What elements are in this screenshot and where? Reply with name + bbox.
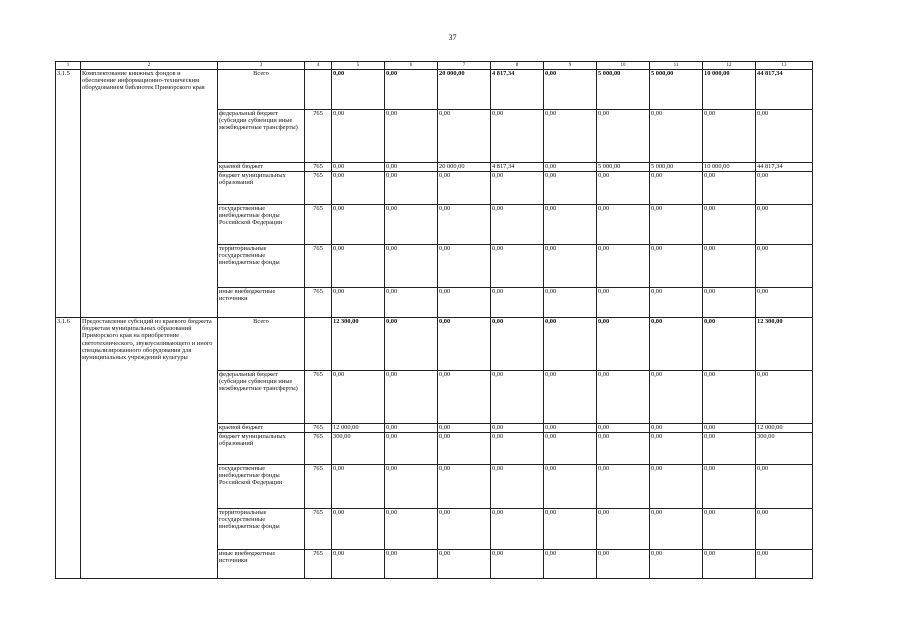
year-value: 0,00 <box>650 509 703 550</box>
year-value: 0,00 <box>703 550 756 579</box>
year-value: 0,00 <box>332 371 385 424</box>
grbs-code: 765 <box>305 433 332 465</box>
row-sum-value: 0,00 <box>756 509 813 550</box>
year-value: 0,00 <box>332 172 385 205</box>
page-number: 37 <box>448 33 457 42</box>
item-name: Комплектование книжных фондов и обеспечение информационно-техническим оборудованием библиотек Приморского края <box>81 70 218 318</box>
year-value: 0,00 <box>438 172 491 205</box>
row-sum-value: 44 817,34 <box>756 70 813 110</box>
year-value: 0,00 <box>438 424 491 433</box>
year-value: 0,00 <box>491 245 544 288</box>
year-value: 0,00 <box>650 371 703 424</box>
year-value: 20 000,00 <box>438 70 491 110</box>
funding-source: федеральный бюджет (субсидии субвенции иные межбюджетные трансферты) <box>218 371 305 424</box>
year-value: 0,00 <box>438 371 491 424</box>
year-value: 0,00 <box>438 205 491 245</box>
item-total-row <box>56 70 813 110</box>
year-value: 0,00 <box>703 172 756 205</box>
year-value: 0,00 <box>703 465 756 509</box>
year-value: 0,00 <box>491 371 544 424</box>
year-value: 0,00 <box>703 110 756 163</box>
year-value: 0,00 <box>597 110 650 163</box>
year-value: 0,00 <box>385 288 438 318</box>
year-value: 0,00 <box>385 245 438 288</box>
year-value: 5 000,00 <box>597 163 650 172</box>
year-value: 0,00 <box>544 70 597 110</box>
year-value: 10 000,00 <box>703 70 756 110</box>
year-value: 0,00 <box>385 70 438 110</box>
year-value: 5 000,00 <box>650 163 703 172</box>
year-value: 0,00 <box>438 245 491 288</box>
year-value: 0,00 <box>544 110 597 163</box>
row-sum-value: 0,00 <box>756 245 813 288</box>
funding-source: иные внебюджетные источники <box>218 288 305 318</box>
year-value: 0,00 <box>703 205 756 245</box>
grbs-code: 765 <box>305 509 332 550</box>
year-value: 0,00 <box>650 110 703 163</box>
column-number: 7 <box>438 62 491 70</box>
grbs-code: 765 <box>305 245 332 288</box>
year-value: 0,00 <box>544 371 597 424</box>
column-number: 5 <box>332 62 385 70</box>
year-value: 0,00 <box>385 550 438 579</box>
year-value: 0,00 <box>491 433 544 465</box>
funding-source: государственные внебюджетные фонды Российской Федерации <box>218 205 305 245</box>
row-sum-value: 0,00 <box>756 205 813 245</box>
row-sum-value: 12 000,00 <box>756 424 813 433</box>
row-sum-value: 0,00 <box>756 465 813 509</box>
year-value: 0,00 <box>597 318 650 371</box>
column-number: 9 <box>544 62 597 70</box>
item-code: 3.1.5 <box>56 70 81 318</box>
grbs-code: 765 <box>305 172 332 205</box>
row-sum-value: 300,00 <box>756 433 813 465</box>
funding-source: территориальные государственные внебюджетные фонды <box>218 245 305 288</box>
year-value: 0,00 <box>597 371 650 424</box>
total-label: Всего <box>218 70 305 110</box>
year-value: 0,00 <box>544 163 597 172</box>
year-value: 4 817,34 <box>491 70 544 110</box>
year-value: 0,00 <box>650 245 703 288</box>
year-value: 0,00 <box>438 318 491 371</box>
row-sum-value: 0,00 <box>756 110 813 163</box>
row-sum-value: 0,00 <box>756 371 813 424</box>
column-number: 8 <box>491 62 544 70</box>
year-value: 0,00 <box>544 318 597 371</box>
year-value: 0,00 <box>597 433 650 465</box>
funding-source: бюджет муниципальных образований <box>218 172 305 205</box>
column-number: 11 <box>650 62 703 70</box>
grbs-code <box>305 70 332 110</box>
year-value: 0,00 <box>491 465 544 509</box>
year-value: 0,00 <box>544 288 597 318</box>
year-value: 0,00 <box>385 371 438 424</box>
year-value: 0,00 <box>491 288 544 318</box>
column-number: 12 <box>703 62 756 70</box>
year-value: 0,00 <box>703 424 756 433</box>
year-value: 0,00 <box>544 465 597 509</box>
row-sum-value: 0,00 <box>756 550 813 579</box>
year-value: 5 000,00 <box>650 70 703 110</box>
year-value: 0,00 <box>332 509 385 550</box>
year-value: 300,00 <box>332 433 385 465</box>
year-value: 0,00 <box>385 163 438 172</box>
year-value: 0,00 <box>650 205 703 245</box>
year-value: 0,00 <box>332 245 385 288</box>
column-number: 10 <box>597 62 650 70</box>
year-value: 0,00 <box>438 110 491 163</box>
column-number: 13 <box>756 62 813 70</box>
row-sum-value: 12 300,00 <box>756 318 813 371</box>
year-value: 0,00 <box>385 205 438 245</box>
year-value: 0,00 <box>703 318 756 371</box>
year-value: 0,00 <box>650 433 703 465</box>
year-value: 0,00 <box>332 288 385 318</box>
year-value: 0,00 <box>385 465 438 509</box>
year-value: 0,00 <box>650 172 703 205</box>
grbs-code <box>305 318 332 371</box>
column-number: 3 <box>218 62 305 70</box>
year-value: 0,00 <box>438 433 491 465</box>
row-sum-value: 0,00 <box>756 288 813 318</box>
funding-source: территориальные государственные внебюджетные фонды <box>218 509 305 550</box>
column-number: 6 <box>385 62 438 70</box>
year-value: 0,00 <box>544 205 597 245</box>
grbs-code: 765 <box>305 424 332 433</box>
year-value: 0,00 <box>491 509 544 550</box>
grbs-code: 765 <box>305 205 332 245</box>
total-label: Всего <box>218 318 305 371</box>
item-code: 3.1.6 <box>56 318 81 579</box>
year-value: 0,00 <box>385 433 438 465</box>
grbs-code: 765 <box>305 110 332 163</box>
year-value: 0,00 <box>332 163 385 172</box>
year-value: 0,00 <box>703 288 756 318</box>
column-number: 1 <box>56 62 81 70</box>
year-value: 0,00 <box>597 172 650 205</box>
year-value: 0,00 <box>650 318 703 371</box>
grbs-code: 765 <box>305 288 332 318</box>
year-value: 0,00 <box>491 110 544 163</box>
year-value: 0,00 <box>385 172 438 205</box>
funding-source: краевой бюджет <box>218 424 305 433</box>
year-value: 0,00 <box>438 288 491 318</box>
year-value: 0,00 <box>332 550 385 579</box>
funding-source: иные внебюджетные источники <box>218 550 305 579</box>
year-value: 0,00 <box>332 70 385 110</box>
year-value: 0,00 <box>650 288 703 318</box>
year-value: 0,00 <box>385 318 438 371</box>
year-value: 0,00 <box>332 205 385 245</box>
year-value: 0,00 <box>597 205 650 245</box>
row-sum-value: 44 817,34 <box>756 163 813 172</box>
year-value: 0,00 <box>597 550 650 579</box>
year-value: 0,00 <box>703 509 756 550</box>
year-value: 0,00 <box>703 433 756 465</box>
table-body <box>56 70 813 579</box>
grbs-code: 765 <box>305 465 332 509</box>
year-value: 12 000,00 <box>332 424 385 433</box>
column-number: 4 <box>305 62 332 70</box>
budget-table <box>55 61 813 579</box>
year-value: 12 300,00 <box>332 318 385 371</box>
year-value: 0,00 <box>544 509 597 550</box>
year-value: 0,00 <box>491 172 544 205</box>
grbs-code: 765 <box>305 163 332 172</box>
year-value: 0,00 <box>544 424 597 433</box>
row-sum-value: 0,00 <box>756 172 813 205</box>
year-value: 0,00 <box>650 465 703 509</box>
grbs-code: 765 <box>305 371 332 424</box>
year-value: 0,00 <box>597 288 650 318</box>
column-number-row <box>56 62 813 70</box>
year-value: 0,00 <box>491 318 544 371</box>
year-value: 0,00 <box>597 509 650 550</box>
year-value: 0,00 <box>703 371 756 424</box>
year-value: 0,00 <box>332 465 385 509</box>
year-value: 0,00 <box>438 509 491 550</box>
item-name: Предоставление субсидий из краевого бюджета бюджетам муниципальных образований Приморского края на приобретение светотехнического, звукоусиливающего и иного специализированного оборудования для муниципальных учреждений культуры <box>81 318 218 579</box>
year-value: 5 000,00 <box>597 70 650 110</box>
year-value: 0,00 <box>544 550 597 579</box>
year-value: 0,00 <box>491 424 544 433</box>
year-value: 0,00 <box>491 550 544 579</box>
year-value: 0,00 <box>544 433 597 465</box>
column-number: 2 <box>81 62 218 70</box>
year-value: 0,00 <box>597 245 650 288</box>
year-value: 0,00 <box>544 245 597 288</box>
year-value: 20 000,00 <box>438 163 491 172</box>
year-value: 0,00 <box>650 550 703 579</box>
year-value: 0,00 <box>385 424 438 433</box>
year-value: 0,00 <box>385 509 438 550</box>
year-value: 0,00 <box>650 424 703 433</box>
grbs-code: 765 <box>305 550 332 579</box>
item-total-row <box>56 318 813 371</box>
year-value: 0,00 <box>597 465 650 509</box>
year-value: 0,00 <box>438 465 491 509</box>
funding-source: федеральный бюджет (субсидии субвенции иные межбюджетные трансферты) <box>218 110 305 163</box>
year-value: 0,00 <box>491 205 544 245</box>
year-value: 0,00 <box>385 110 438 163</box>
year-value: 0,00 <box>544 172 597 205</box>
year-value: 10 000,00 <box>703 163 756 172</box>
year-value: 4 817,34 <box>491 163 544 172</box>
year-value: 0,00 <box>597 424 650 433</box>
funding-source: государственные внебюджетные фонды Российской Федерации <box>218 465 305 509</box>
funding-source: бюджет муниципальных образований <box>218 433 305 465</box>
year-value: 0,00 <box>703 245 756 288</box>
funding-source: краевой бюджет <box>218 163 305 172</box>
year-value: 0,00 <box>332 110 385 163</box>
year-value: 0,00 <box>438 550 491 579</box>
